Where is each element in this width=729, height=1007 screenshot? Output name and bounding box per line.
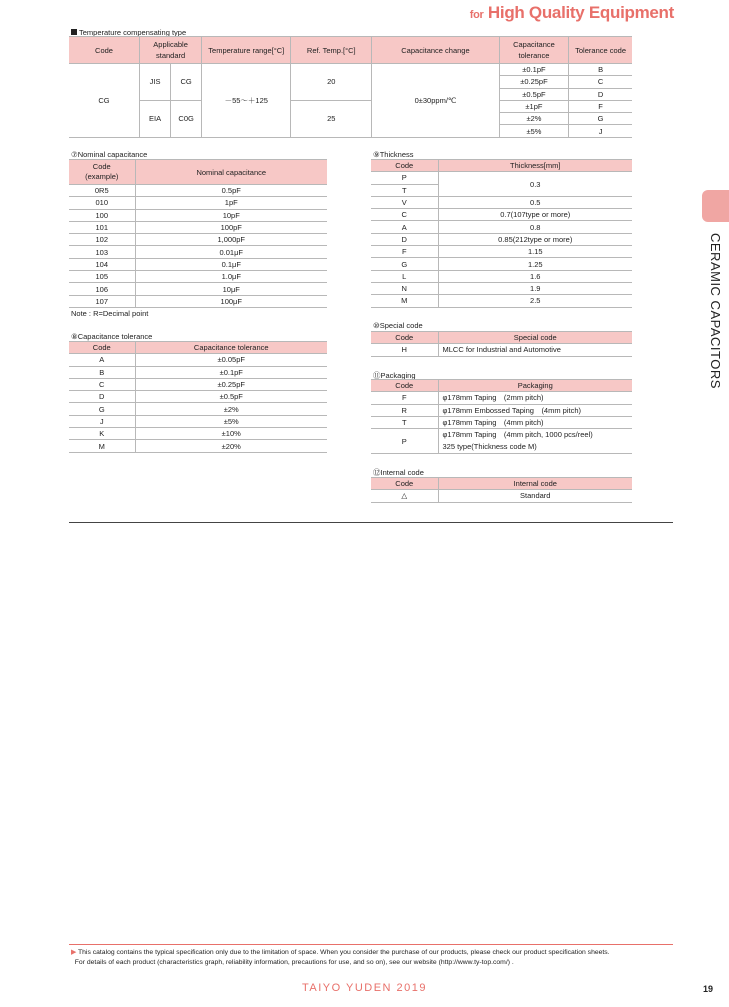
table-row (371, 270, 632, 282)
table-row (69, 234, 327, 246)
nominal-header-code-l1: Code (92, 162, 111, 171)
thickness-value: 1.25 (438, 258, 632, 270)
temp-tol: ±1pF (499, 100, 568, 112)
temp-tol: ±0.25pF (499, 76, 568, 88)
thickness-section-title: ⑨Thickness (373, 150, 414, 159)
captol-code: G (69, 403, 135, 415)
nominal-value: 100μF (135, 295, 327, 307)
thickness-value: 1.9 (438, 282, 632, 294)
captol-value: ±5% (135, 415, 327, 427)
internal-header-value: Internal code (438, 478, 632, 490)
table-row (69, 271, 327, 283)
temp-header-change: Capacitance change (372, 37, 500, 64)
table-row (69, 295, 327, 307)
special-header-value: Special code (438, 332, 632, 344)
nominal-header-code-l2: (example) (85, 172, 119, 181)
table-row (69, 403, 327, 415)
temp-tol: ±0.5pF (499, 88, 568, 100)
table-row (371, 416, 632, 428)
captol-value: ±10% (135, 428, 327, 440)
table-row (69, 197, 327, 209)
thickness-value: 0.3 (438, 172, 632, 197)
table-row (69, 440, 327, 452)
table-row (371, 429, 632, 454)
footnote-line2: For details of each product (characteristics graph, reliability information, precautions for use, and so on), see our website (http://www.ty-top.com/) . (74, 958, 514, 966)
thickness-header-value: Thickness[mm] (438, 160, 632, 172)
captol-code: D (69, 391, 135, 403)
table-row (69, 415, 327, 427)
temp-tol-code: J (569, 125, 632, 137)
table-row (371, 172, 632, 184)
header-tag (470, 3, 674, 23)
temp-tol: ±2% (499, 113, 568, 125)
thickness-code: G (371, 258, 438, 270)
page-number: 19 (702, 984, 713, 994)
thickness-code: L (371, 270, 438, 282)
temp-code: CG (69, 64, 140, 138)
nominal-value: 10μF (135, 283, 327, 295)
table-row (371, 295, 632, 307)
captol-header-value: Capacitance tolerance (135, 342, 327, 354)
nominal-note: Note : R=Decimal point (71, 309, 149, 318)
packaging-value-l1: φ178mm Taping (4mm pitch, 1000 pcs/reel) (442, 430, 593, 440)
captol-value: ±0.1pF (135, 366, 327, 378)
thickness-code: P (371, 172, 438, 184)
table-row (69, 221, 327, 233)
table-row (371, 282, 632, 294)
side-tab-marker (702, 190, 729, 222)
nominal-code: 105 (69, 271, 135, 283)
captol-code: B (69, 366, 135, 378)
special-table (371, 331, 632, 357)
captol-value: ±2% (135, 403, 327, 415)
table-row (371, 392, 632, 404)
footnote (71, 948, 610, 967)
thickness-header-code: Code (371, 160, 438, 172)
nominal-code: 010 (69, 197, 135, 209)
nominal-value: 100pF (135, 221, 327, 233)
internal-section-title: ⑫Internal code (373, 468, 424, 477)
thickness-value: 2.5 (438, 295, 632, 307)
temp-jis-code: CG (171, 64, 202, 101)
thickness-code: M (371, 295, 438, 307)
captol-section-title: ⑧Capacitance tolerance (71, 332, 153, 341)
table-row (371, 344, 632, 356)
internal-header-code: Code (371, 478, 438, 490)
section-divider (69, 522, 673, 523)
captol-code: K (69, 428, 135, 440)
temp-header-tol-code: Tolerance code (569, 37, 632, 64)
table-row (371, 404, 632, 416)
table-row (69, 378, 327, 390)
footnote-line1: This catalog contains the typical specification only due to the limitation of space. When you consider the purchase of our products, please check our product specification sheets. (78, 949, 610, 956)
thickness-code: C (371, 209, 438, 221)
table-row (69, 366, 327, 378)
side-label: CERAMIC CAPACITORS (708, 233, 723, 389)
temp-eia: EIA (140, 100, 171, 137)
captol-code: C (69, 378, 135, 390)
temp-tol-code: D (569, 88, 632, 100)
thickness-code: N (371, 282, 438, 294)
packaging-table (371, 379, 632, 454)
temp-title-text: Temperature compensating type (79, 28, 187, 37)
temp-range: －55～＋125 (202, 64, 291, 138)
table-row (371, 209, 632, 221)
thickness-code: V (371, 196, 438, 208)
packaging-value: φ178mm Embossed Taping (4mm pitch) (438, 404, 632, 416)
thickness-value: 0.7(107type or more) (438, 209, 632, 221)
table-row (69, 354, 327, 366)
table-row (69, 209, 327, 221)
special-value: MLCC for Industrial and Automotive (438, 344, 632, 356)
nominal-table (69, 159, 327, 308)
captol-code: M (69, 440, 135, 452)
nominal-code: 102 (69, 234, 135, 246)
nominal-value: 1.0μF (135, 271, 327, 283)
nominal-section-title: ⑦Nominal capacitance (71, 150, 148, 159)
nominal-value: 0.5pF (135, 185, 327, 197)
temp-tol-code: F (569, 100, 632, 112)
captol-table (69, 341, 327, 453)
captol-value: ±0.5pF (135, 391, 327, 403)
table-row (371, 490, 632, 502)
brand-footer: TAIYO YUDEN 2019 (301, 982, 428, 994)
nominal-header-value: Nominal capacitance (135, 160, 327, 185)
thickness-value: 0.5 (438, 196, 632, 208)
temp-tol-code: C (569, 76, 632, 88)
thickness-code: T (371, 184, 438, 196)
triangle-bullet-icon: ▶ (71, 949, 77, 956)
header-tag-main: High Quality Equipment (487, 3, 674, 22)
nominal-value: 0.1μF (135, 258, 327, 270)
temp-ref-eia: 25 (291, 100, 372, 137)
temp-jis: JIS (140, 64, 171, 101)
table-row (371, 233, 632, 245)
captol-header-code: Code (69, 342, 135, 354)
nominal-value: 10pF (135, 209, 327, 221)
internal-value: Standard (438, 490, 632, 502)
table-row (371, 221, 632, 233)
table-row (69, 428, 327, 440)
thickness-code: A (371, 221, 438, 233)
temp-header-ref: Ref. Temp.[°C] (291, 37, 372, 64)
captol-code: A (69, 354, 135, 366)
temp-table (69, 36, 632, 138)
table-row (371, 246, 632, 258)
nominal-code: 100 (69, 209, 135, 221)
square-bullet-icon (71, 29, 77, 35)
internal-code: △ (371, 490, 438, 502)
temp-tol-code: B (569, 64, 632, 76)
captol-value: ±0.25pF (135, 378, 327, 390)
nominal-code: 101 (69, 221, 135, 233)
nominal-code: 104 (69, 258, 135, 270)
thickness-value: 1.6 (438, 270, 632, 282)
packaging-code: P (371, 429, 438, 454)
packaging-code: R (371, 404, 438, 416)
temp-tol-code: G (569, 113, 632, 125)
packaging-header-code: Code (371, 380, 438, 392)
internal-table (371, 477, 632, 503)
temp-header-range: Temperature range[°C] (202, 37, 291, 64)
captol-value: ±20% (135, 440, 327, 452)
special-section-title: ⑩Special code (373, 321, 423, 330)
nominal-value: 0.01μF (135, 246, 327, 258)
thickness-table (371, 159, 632, 308)
packaging-code: T (371, 416, 438, 428)
packaging-value-l2: 325 type(Thickness code M) (442, 442, 537, 452)
thickness-code: D (371, 233, 438, 245)
packaging-value: φ178mm Taping (4mm pitch) (438, 416, 632, 428)
nominal-code: 106 (69, 283, 135, 295)
temp-header-standard: Applicable standard (140, 37, 202, 64)
packaging-value: φ178mm Taping (2mm pitch) (438, 392, 632, 404)
captol-code: J (69, 415, 135, 427)
temp-eia-code: C0G (171, 100, 202, 137)
temp-tol: ±0.1pF (499, 64, 568, 76)
nominal-code: 0R5 (69, 185, 135, 197)
table-row (69, 391, 327, 403)
table-row (69, 246, 327, 258)
packaging-header-value: Packaging (438, 380, 632, 392)
thickness-value: 0.85(212type or more) (438, 233, 632, 245)
captol-value: ±0.05pF (135, 354, 327, 366)
table-row (371, 196, 632, 208)
temp-tol: ±5% (499, 125, 568, 137)
footer-divider (69, 944, 673, 945)
table-row (371, 258, 632, 270)
header-tag-small: for (469, 9, 484, 21)
special-code: H (371, 344, 438, 356)
packaging-value (438, 429, 632, 454)
nominal-value: 1pF (135, 197, 327, 209)
packaging-section-title: ⑪Packaging (373, 371, 416, 380)
table-row (69, 258, 327, 270)
nominal-code: 103 (69, 246, 135, 258)
temp-header-code: Code (69, 37, 140, 64)
table-row (69, 185, 327, 197)
nominal-header-code (69, 160, 135, 185)
nominal-value: 1,000pF (135, 234, 327, 246)
packaging-code: F (371, 392, 438, 404)
table-row (69, 283, 327, 295)
thickness-value: 0.8 (438, 221, 632, 233)
temp-ref-jis: 20 (291, 64, 372, 101)
nominal-code: 107 (69, 295, 135, 307)
temp-header-tolerance: Capacitance tolerance (499, 37, 568, 64)
thickness-code: F (371, 246, 438, 258)
special-header-code: Code (371, 332, 438, 344)
thickness-value: 1.15 (438, 246, 632, 258)
temp-change: 0±30ppm/℃ (372, 64, 500, 138)
